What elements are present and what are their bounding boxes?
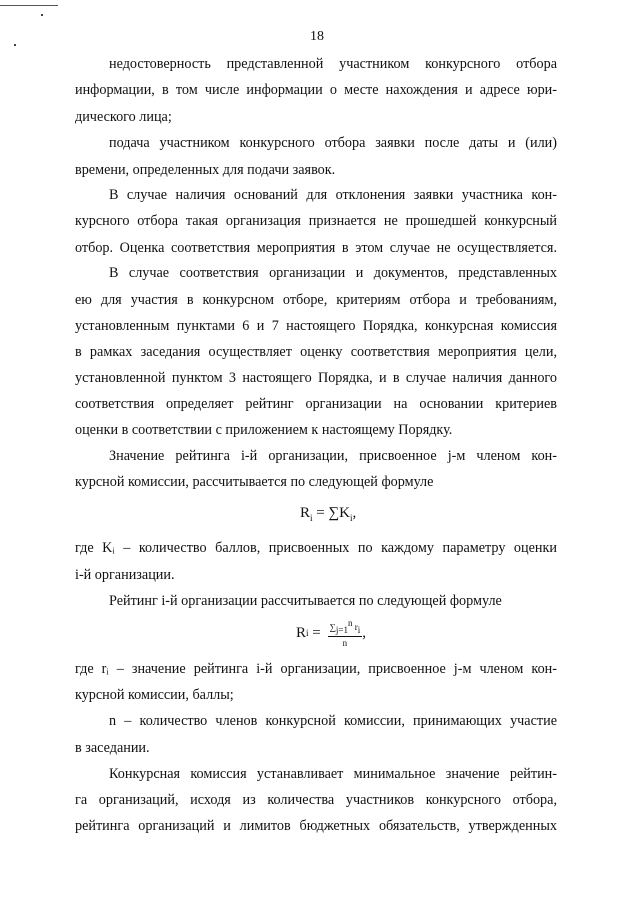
text-line: га организаций, исходя из количества участников конкурсного отбора, [75, 792, 557, 808]
text-line: В случае соответствия организации и документов, представленных [109, 265, 557, 281]
text-line: в заседании. [75, 740, 150, 756]
fraction-numerator: $\sum_{j=1}^n$ $r_i$ [329, 618, 361, 635]
text-line: n – количество членов конкурсной комиссии, принимающих участие [109, 713, 557, 729]
text-line: подача участником конкурсного отбора заявки после даты и (или) [109, 135, 557, 151]
text-line: i-й организации. [75, 567, 175, 583]
text-line: где rᵢ – значение рейтинга i-й организации, присвоенное j-м членом кон- [75, 661, 557, 677]
text-line: курсной комиссии, рассчитывается по следующей формуле [75, 474, 434, 490]
fraction-denominator: n [342, 637, 348, 648]
text-line: Значение рейтинга i-й организации, присвоенное j-м членом кон- [109, 448, 557, 464]
fraction [328, 618, 363, 649]
text-line: информации, в том числе информации о месте нахождения и адресе юри- [75, 82, 557, 98]
formula-rating-average: R i = $\frac{\sum_{j=1}^n r_i}{n}$ , [296, 618, 367, 648]
page-number: 18 [310, 29, 324, 44]
text-line: В случае наличия оснований для отклонения заявки участника кон- [109, 187, 557, 203]
text-line: Конкурсная комиссия устанавливает минимальное значение рейтин- [109, 766, 557, 782]
text-line: Рейтинг i-й организации рассчитывается по следующей формуле [109, 593, 502, 609]
text-line: ею для участия в конкурсном отборе, критериям отбора и требованиям, [75, 292, 557, 308]
text-line: установленным пунктами 6 и 7 настоящего Порядка, конкурсная комиссия [75, 318, 557, 334]
text-line: отбор. Оценка соответствия мероприятия в этом случае не осуществляется. [75, 240, 557, 256]
scan-edge-line [0, 5, 58, 6]
text-line: времени, определенных для подачи заявок. [75, 162, 336, 178]
formula-rating-member: $R_i = \sum K_i$, [300, 505, 357, 523]
text-line: соответствия определяет рейтинг организации на основании критериев [75, 396, 557, 412]
text-line: в рамках заседания осуществляет оценку соответствия мероприятия цели, [75, 344, 557, 360]
text-line: курсного отбора такая организация признается не прошедшей конкурсный [75, 213, 557, 229]
text-line: дического лица; [75, 109, 172, 125]
text-line: где Kᵢ – количество баллов, присвоенных по каждому параметру оценки [75, 540, 557, 556]
text-line: курсной комиссии, баллы; [75, 687, 234, 703]
text-line: недостоверность представленной участником конкурсного отбора [109, 56, 557, 72]
scan-dot [41, 14, 43, 16]
text-line: установленной пунктом 3 настоящего Порядка, и в случае наличия данного [75, 370, 557, 386]
text-line: оценки в соответствии с приложением к настоящему Порядку. [75, 422, 453, 438]
text-line: рейтинга организаций и лимитов бюджетных обязательств, утвержденных [75, 818, 557, 834]
